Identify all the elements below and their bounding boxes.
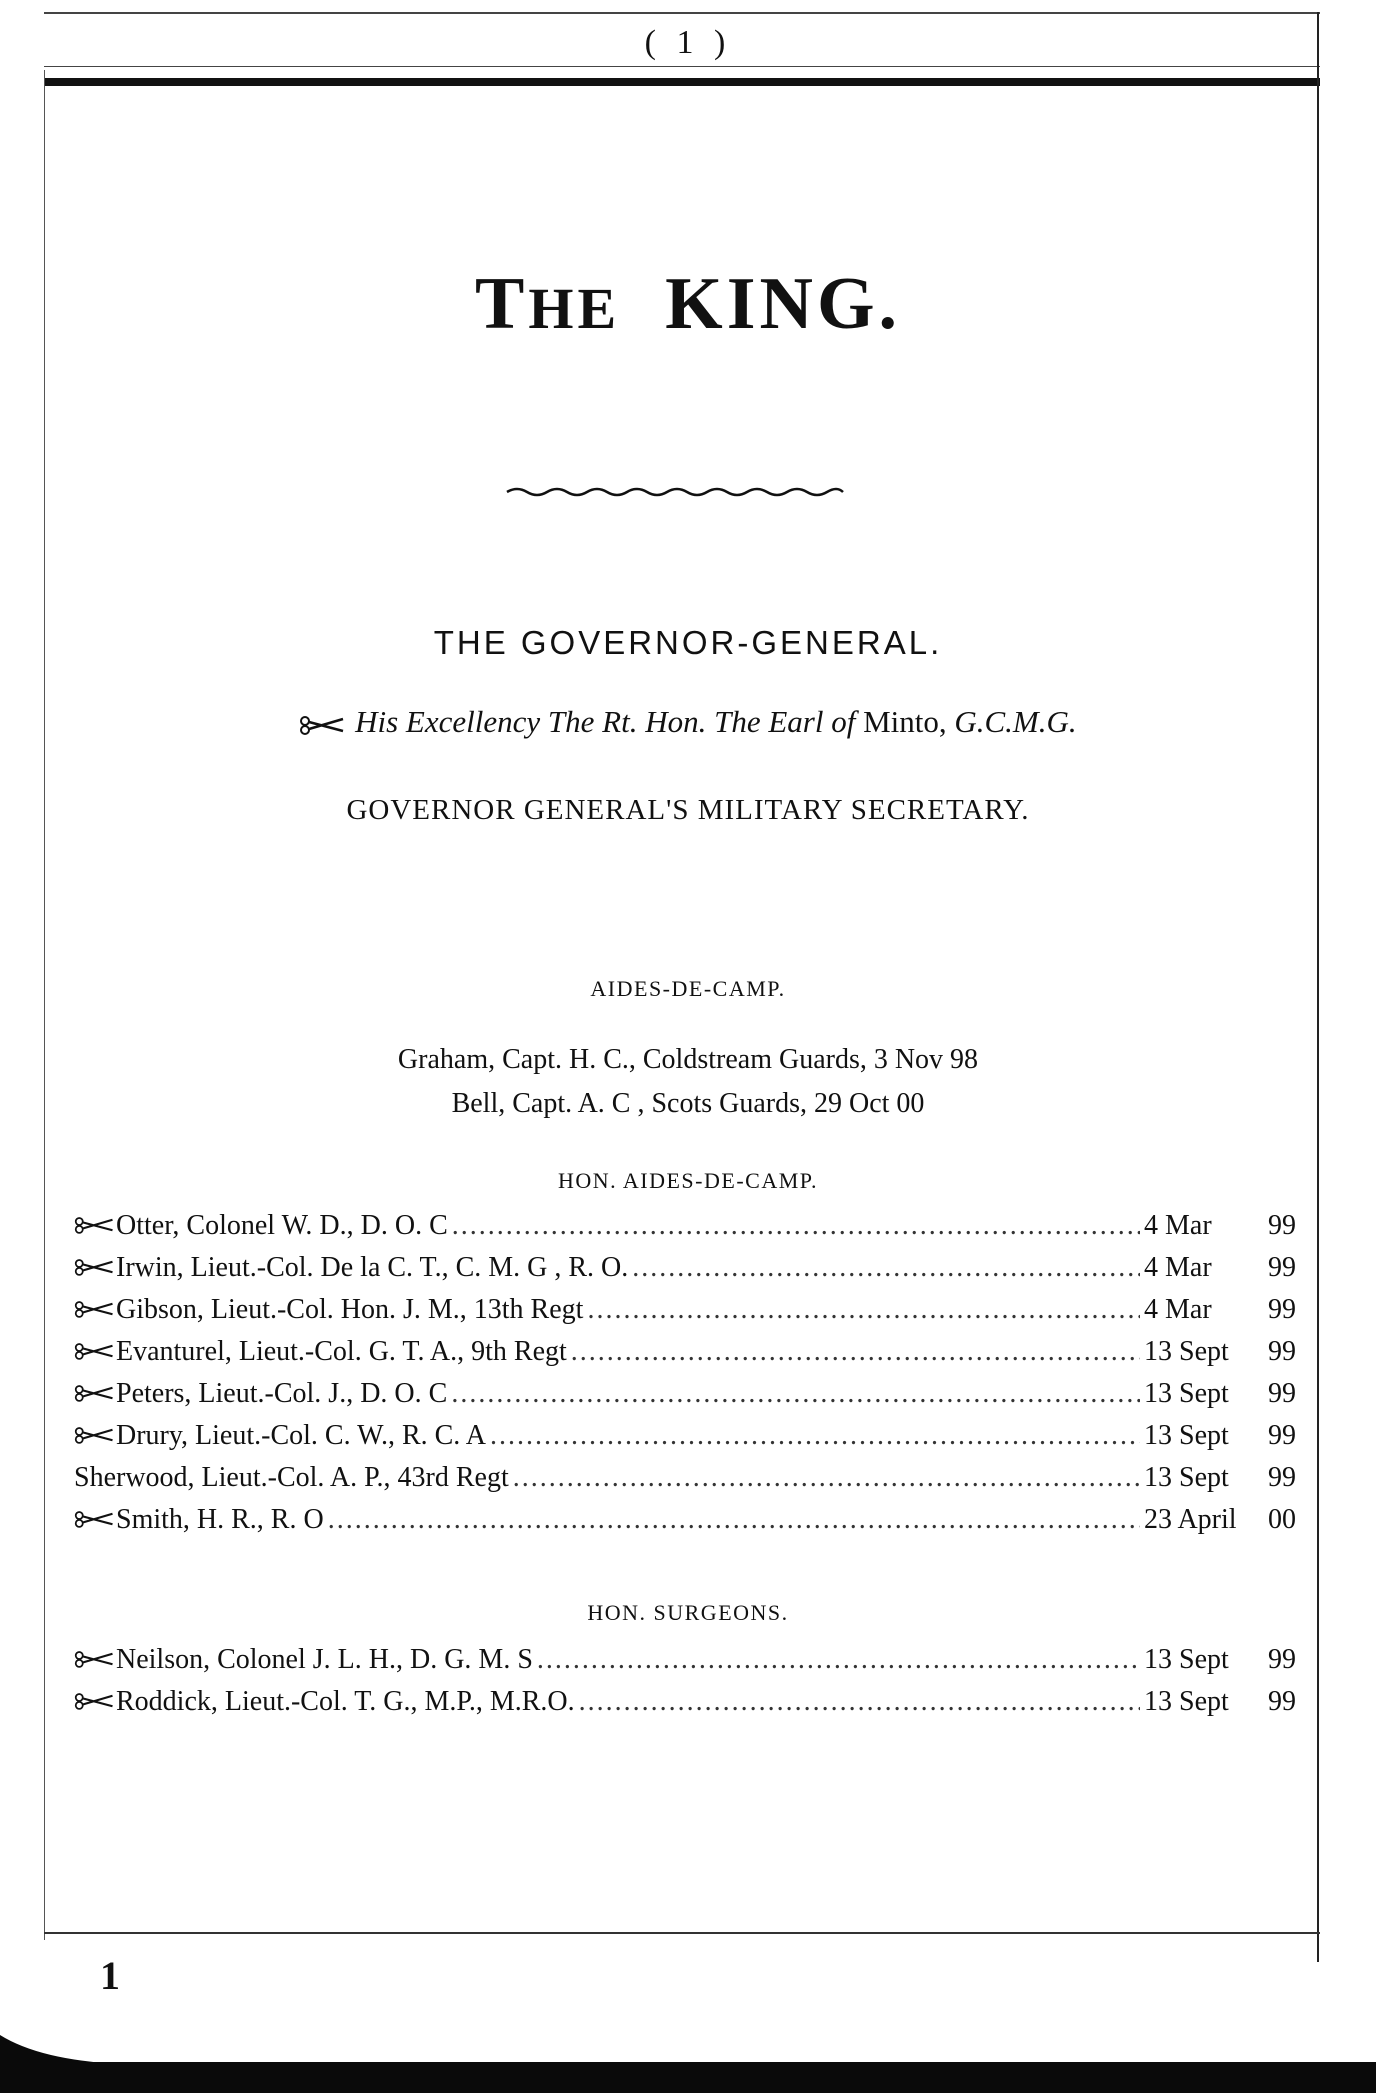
entry-date: 4 Mar (1144, 1294, 1212, 1325)
entry-year: 00 (1268, 1504, 1296, 1535)
leader-dots (632, 1252, 1140, 1284)
list-item (74, 1336, 1296, 1378)
entry-name: Otter, Colonel W. D., D. O. C (116, 1210, 448, 1241)
list-item (74, 1504, 1296, 1546)
leader-dots (452, 1210, 1140, 1242)
entry-year: 99 (1268, 1378, 1296, 1409)
title-main: KING. (665, 263, 902, 345)
bottom-rule (44, 1932, 1320, 1934)
entry-year: 99 (1268, 1294, 1296, 1325)
scissors-icon (74, 1336, 116, 1368)
scissors-icon (74, 1686, 116, 1718)
entry-name: Evanturel, Lieut.-Col. G. T. A., 9th Regt (116, 1336, 567, 1367)
entry-name: Neilson, Colonel J. L. H., D. G. M. S (116, 1644, 533, 1675)
list-item (74, 1252, 1296, 1294)
entry-date: 13 Sept (1144, 1462, 1229, 1493)
entry-date: 13 Sept (1144, 1336, 1229, 1367)
list-item (74, 1462, 1296, 1504)
entry-year: 99 (1268, 1420, 1296, 1451)
page-number-header: ( 1 ) (644, 24, 732, 61)
entry-year: 99 (1268, 1210, 1296, 1241)
wavy-ornament-divider (505, 484, 845, 498)
scissors-icon (299, 704, 347, 739)
hon-surgeons-list (74, 1644, 1296, 1728)
entry-date: 13 Sept (1144, 1378, 1229, 1409)
list-item (74, 1644, 1296, 1686)
governor-general-heading: THE GOVERNOR-GENERAL. (433, 624, 943, 661)
leader-dots (328, 1504, 1140, 1536)
scissors-icon (74, 1378, 116, 1410)
entry-name: Gibson, Lieut.-Col. Hon. J. M., 13th Regt (116, 1294, 584, 1325)
list-item (74, 1210, 1296, 1252)
scissors-icon (74, 1252, 116, 1284)
entry-name: Sherwood, Lieut.-Col. A. P., 43rd Regt (74, 1462, 509, 1493)
hon-aides-list (74, 1210, 1296, 1546)
scissors-icon (74, 1294, 116, 1326)
scissors-icon (74, 1504, 116, 1536)
entry-date: 23 April (1144, 1504, 1237, 1535)
entry-year: 99 (1268, 1336, 1296, 1367)
governor-general-name (0, 704, 1376, 740)
aides-de-camp-heading: AIDES-DE-CAMP. (590, 976, 786, 1001)
aide-entry: Graham, Capt. H. C., Coldstream Guards, 3 Nov 98 (397, 1044, 979, 1075)
entry-year: 99 (1268, 1252, 1296, 1283)
entry-date: 13 Sept (1144, 1420, 1229, 1451)
scissors-icon (74, 1210, 116, 1242)
top-rule-thick (44, 78, 1320, 86)
entry-date: 13 Sept (1144, 1644, 1229, 1675)
top-rule-thin (44, 12, 1320, 14)
hon-surgeons-heading: HON. SURGEONS. (587, 1600, 789, 1625)
title-small-caps: HE (528, 276, 621, 341)
entry-name: Smith, H. R., R. O (116, 1504, 324, 1535)
entry-date: 13 Sept (1144, 1686, 1229, 1717)
entry-date: 4 Mar (1144, 1210, 1212, 1241)
leader-dots (490, 1420, 1140, 1452)
leader-dots (451, 1378, 1140, 1410)
scissors-icon (74, 1644, 116, 1676)
binding-edge (0, 2062, 1376, 2093)
list-item (74, 1294, 1296, 1336)
leader-dots (579, 1686, 1140, 1718)
governor-honours: G.C.M.G. (954, 704, 1077, 739)
entry-name: Peters, Lieut.-Col. J., D. O. C (116, 1378, 448, 1409)
page-title (0, 262, 1376, 347)
scissors-icon (74, 1420, 116, 1452)
list-item (74, 1378, 1296, 1420)
entry-year: 99 (1268, 1644, 1296, 1675)
governor-surname: Minto, (863, 704, 947, 739)
military-secretary-heading: GOVERNOR GENERAL'S MILITARY SECRETARY. (346, 794, 1030, 826)
entry-name: Roddick, Lieut.-Col. T. G., M.P., M.R.O. (116, 1686, 575, 1717)
aide-entry: Bell, Capt. A. C , Scots Guards, 29 Oct 00 (451, 1088, 925, 1119)
leader-dots (587, 1294, 1140, 1326)
entry-year: 99 (1268, 1462, 1296, 1493)
leader-dots (513, 1462, 1140, 1494)
entry-name: Irwin, Lieut.-Col. De la C. T., C. M. G , R. O. (116, 1252, 629, 1283)
leader-dots (537, 1644, 1140, 1676)
list-item (74, 1420, 1296, 1462)
entry-year: 99 (1268, 1686, 1296, 1717)
leader-dots (571, 1336, 1140, 1368)
entry-name: Drury, Lieut.-Col. C. W., R. C. A (116, 1420, 486, 1451)
list-item (74, 1686, 1296, 1728)
signature-number: 1 (100, 1953, 120, 1998)
entry-date: 4 Mar (1144, 1252, 1212, 1283)
title-initial: T (474, 263, 529, 345)
hon-aides-de-camp-heading: HON. AIDES-DE-CAMP. (557, 1168, 819, 1193)
page-frame-left (44, 70, 45, 1940)
top-rule (44, 66, 1320, 67)
governor-title: His Excellency The Rt. Hon. The Earl of (355, 704, 856, 739)
